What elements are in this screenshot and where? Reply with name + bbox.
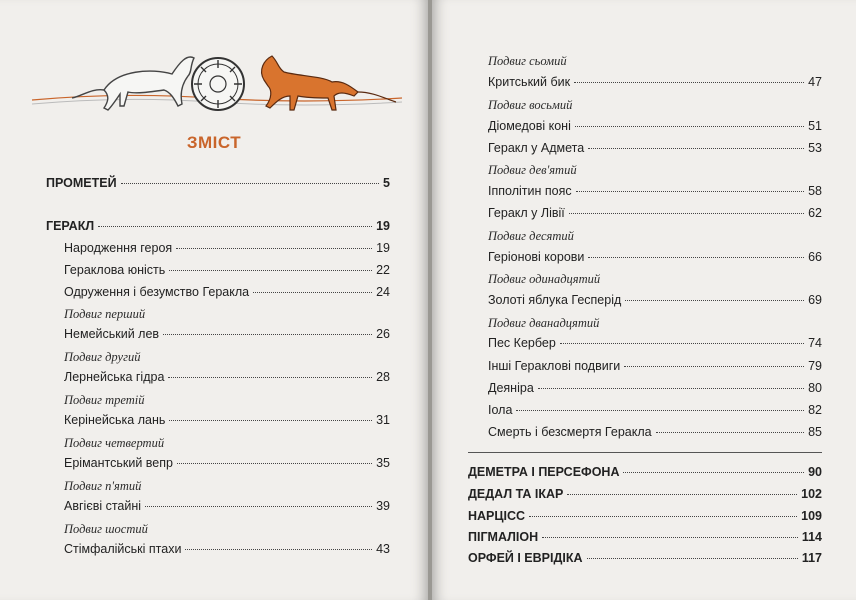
dot-leader (177, 463, 372, 464)
dot-leader (656, 432, 805, 433)
dot-leader (185, 549, 372, 550)
toc-page-number: 28 (376, 370, 390, 384)
toc-entry-label: Інші Гераклові подвиги (488, 359, 621, 373)
dot-leader (542, 537, 798, 538)
toc-page-number: 90 (808, 465, 822, 479)
toc-entry[interactable] (488, 250, 822, 264)
dot-leader (567, 494, 797, 495)
labor-heading: Подвиг восьмий (488, 98, 573, 112)
toc-page-number: 53 (808, 141, 822, 155)
dot-leader (623, 472, 804, 473)
white-horse-icon (72, 57, 194, 110)
toc-entry[interactable] (64, 499, 390, 513)
toc-entry-narcissus[interactable] (468, 509, 822, 523)
toc-entry-label: Геракл у Адмета (488, 141, 585, 155)
dot-leader (169, 270, 372, 271)
toc-entry-orpheus[interactable] (468, 551, 822, 565)
dot-leader (516, 410, 804, 411)
toc-entry[interactable] (488, 381, 822, 395)
dot-leader (176, 248, 372, 249)
labor-heading: Подвиг десятий (488, 229, 574, 243)
section-divider (468, 452, 822, 453)
toc-page-number: 31 (376, 413, 390, 427)
toc-page-number: 43 (376, 542, 390, 556)
toc-entry-label: Смерть і безсмертя Геракла (488, 425, 652, 439)
toc-entry-label: Пес Кербер (488, 336, 556, 350)
toc-entry[interactable] (64, 285, 390, 299)
dot-leader (169, 420, 372, 421)
dot-leader (575, 126, 804, 127)
toc-entry-demeter[interactable] (468, 465, 822, 479)
toc-entry[interactable] (64, 542, 390, 556)
toc-entry-label: ПРОМЕТЕЙ (46, 176, 117, 190)
toc-entry-label: Лернейська гідра (64, 370, 165, 384)
toc-entry[interactable] (488, 336, 822, 350)
toc-entry-label: ДЕДАЛ ТА ІКАР (468, 487, 564, 501)
toc-entry-label: ДЕМЕТРА І ПЕРСЕФОНА (468, 465, 620, 479)
horses-medallion-illustration (32, 40, 402, 126)
toc-entry-label: Одруження і безумство Геракла (64, 285, 250, 299)
toc-entry-label: Діомедові коні (488, 119, 571, 133)
dot-leader (576, 191, 805, 192)
toc-entry[interactable] (488, 75, 822, 89)
right-page (432, 0, 856, 600)
toc-page-number: 5 (383, 176, 390, 190)
toc-entry[interactable] (64, 413, 390, 427)
toc-page-number: 102 (801, 487, 822, 501)
toc-entry-daedalus[interactable] (468, 487, 822, 501)
dot-leader (588, 148, 804, 149)
toc-entry-label: Немейський лев (64, 327, 160, 341)
dot-leader (624, 366, 804, 367)
labor-heading: Подвиг сьомий (488, 54, 567, 68)
toc-page-number: 22 (376, 263, 390, 277)
toc-page-number: 26 (376, 327, 390, 341)
toc-entry-label: Деяніра (488, 381, 534, 395)
dot-leader (163, 334, 372, 335)
toc-entry[interactable] (488, 403, 822, 417)
toc-entry[interactable] (488, 293, 822, 307)
dot-leader (569, 213, 804, 214)
labor-heading: Подвиг другий (64, 350, 141, 364)
toc-entry-label: Гераклова юність (64, 263, 166, 277)
toc-entry[interactable] (488, 141, 822, 155)
dot-leader (538, 388, 804, 389)
labor-heading: Подвиг четвертий (64, 436, 165, 450)
toc-entry-label: Авгієві стайні (64, 499, 142, 513)
contents-title: ЗМІСТ (186, 133, 242, 152)
toc-entry-label: Золоті яблука Гесперід (488, 293, 622, 307)
toc-entry-prometheus[interactable] (46, 176, 390, 190)
toc-entry[interactable] (488, 184, 822, 198)
dot-leader (529, 516, 797, 517)
toc-page-number: 80 (808, 381, 822, 395)
toc-entry-label: Керінейська лань (64, 413, 166, 427)
toc-page-number: 19 (376, 219, 390, 233)
toc-entry[interactable] (64, 456, 390, 470)
labor-heading: Подвиг п'ятий (64, 479, 142, 493)
labor-heading: Подвиг дванадцятий (488, 316, 600, 330)
toc-page-number: 114 (801, 530, 822, 544)
toc-page-number: 62 (808, 206, 822, 220)
toc-entry[interactable] (488, 425, 822, 439)
toc-page-number: 19 (376, 241, 390, 255)
toc-entry[interactable] (488, 359, 822, 373)
labor-heading: Подвиг шостий (64, 522, 148, 536)
toc-entry[interactable] (488, 119, 822, 133)
dot-leader (168, 377, 372, 378)
toc-entry-label: Геракл у Лівії (488, 206, 565, 220)
toc-entry[interactable] (64, 370, 390, 384)
toc-entry-label: НАРЦІСС (468, 509, 526, 523)
toc-page-number: 51 (808, 119, 822, 133)
toc-entry-label: Критський бик (488, 75, 571, 89)
toc-entry-pygmalion[interactable] (468, 530, 822, 544)
labor-heading: Подвиг дев'ятий (488, 163, 577, 177)
toc-entry[interactable] (64, 263, 390, 277)
labor-heading: Подвиг одинадцятий (488, 272, 601, 286)
toc-page-number: 82 (808, 403, 822, 417)
toc-entry-label: Народження героя (64, 241, 173, 255)
toc-entry[interactable] (488, 206, 822, 220)
dot-leader (145, 506, 372, 507)
toc-page-number: 85 (808, 425, 822, 439)
dot-leader (587, 558, 798, 559)
toc-entry-label: ПІГМАЛІОН (468, 530, 539, 544)
dot-leader (588, 257, 804, 258)
dot-leader (625, 300, 804, 301)
toc-entry-label: ГЕРАКЛ (46, 219, 95, 233)
toc-entry-label: Геріонові корови (488, 250, 585, 264)
toc-page-number: 66 (808, 250, 822, 264)
toc-entry-label: Іола (488, 403, 513, 417)
sun-face-medallion-icon (192, 58, 244, 110)
toc-page-number: 109 (801, 509, 822, 523)
toc-entry[interactable] (64, 327, 390, 341)
toc-entry[interactable] (64, 241, 390, 255)
toc-page-number: 74 (808, 336, 822, 350)
labor-heading: Подвиг третій (64, 393, 145, 407)
toc-page-number: 69 (808, 293, 822, 307)
toc-page-number: 58 (808, 184, 822, 198)
toc-entry-label: ОРФЕЙ І ЕВРІДІКА (468, 551, 583, 565)
toc-page-number: 117 (801, 551, 822, 565)
orange-horse-icon (262, 56, 396, 110)
toc-entry-label: Ерімантський вепр (64, 456, 173, 470)
toc-page-number: 79 (808, 359, 822, 373)
labor-heading: Подвиг перший (64, 307, 146, 321)
toc-entry-heracles[interactable] (46, 219, 390, 233)
toc-entry-label: Стімфалійські птахи (64, 542, 182, 556)
toc-page-number: 24 (376, 285, 390, 299)
dot-leader (574, 82, 804, 83)
toc-entry-label: Іпполітин пояс (488, 184, 572, 198)
toc-page-number: 39 (376, 499, 390, 513)
dot-leader (253, 292, 372, 293)
toc-page-number: 47 (808, 75, 822, 89)
toc-page-number: 35 (376, 456, 390, 470)
dot-leader (121, 183, 379, 184)
dot-leader (98, 226, 372, 227)
dot-leader (560, 343, 804, 344)
